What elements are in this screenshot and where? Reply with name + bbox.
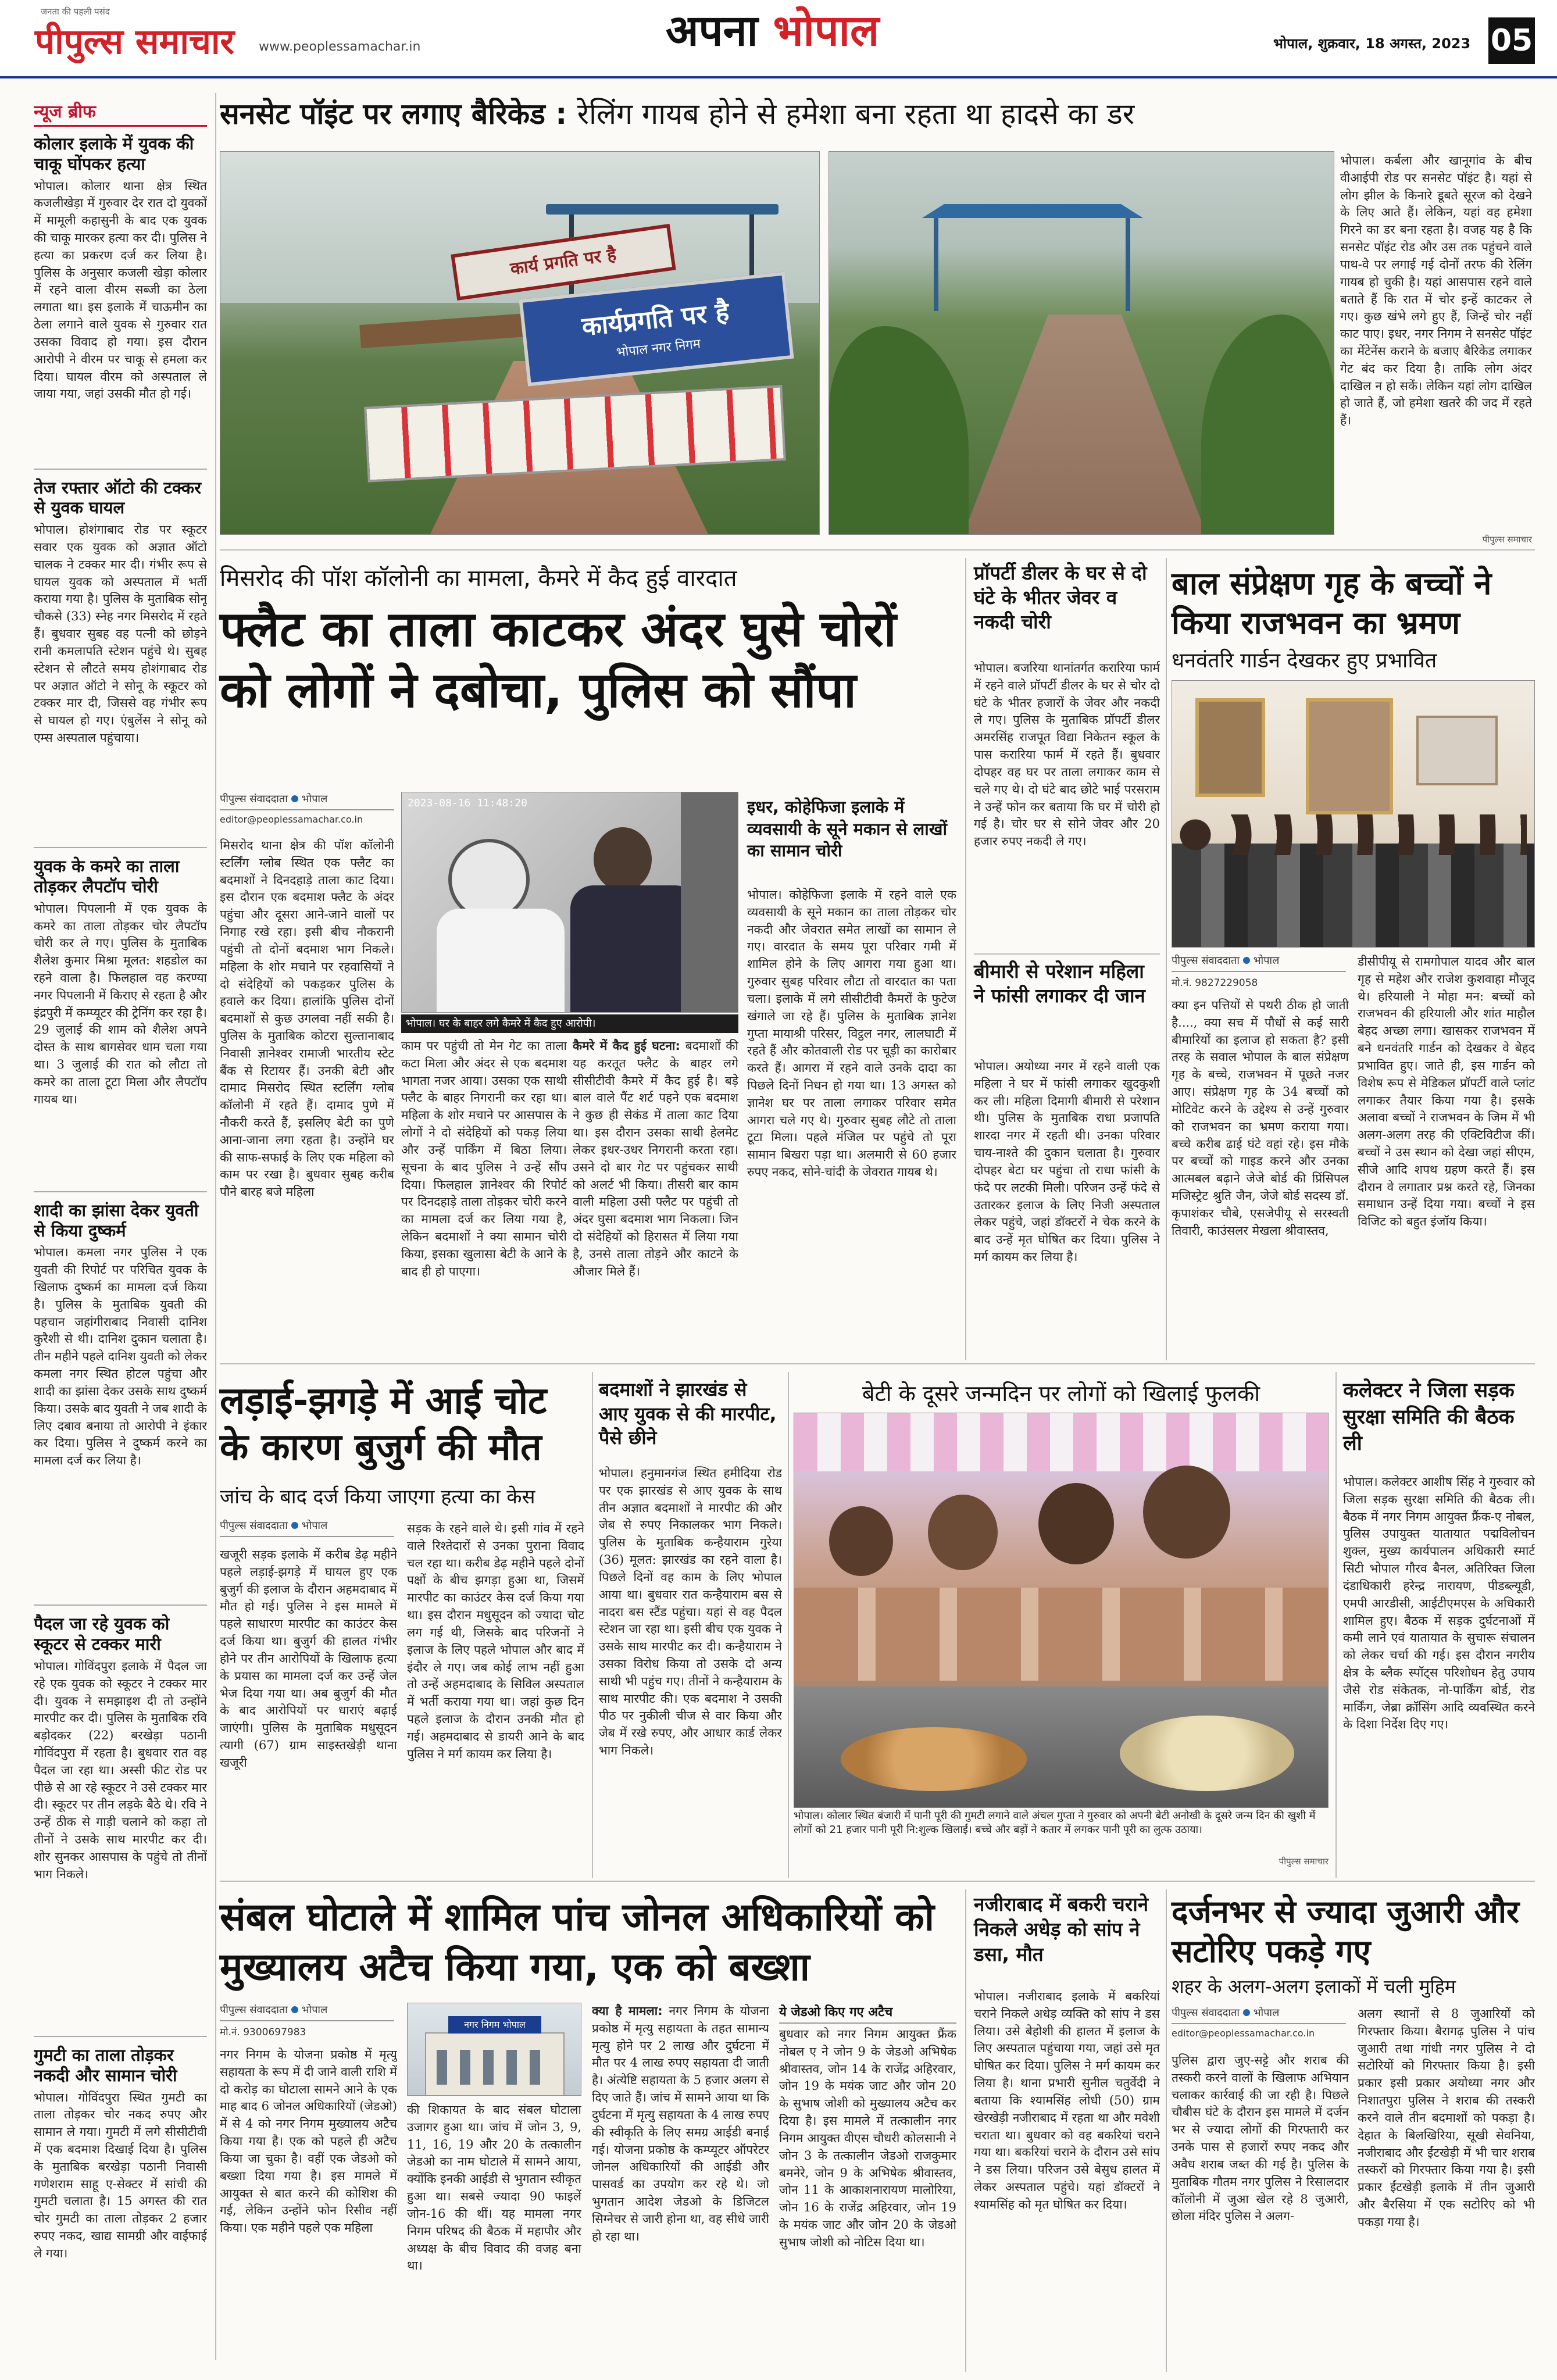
brief-headline: कोलार इलाके में युवक की चाकू घोंपकर हत्या bbox=[34, 134, 194, 174]
byline bbox=[1172, 953, 1346, 972]
property-headline: प्रॉपर्टी डीलर के घर से दो घंटे के भीतर जेवर व नकदी चोरी bbox=[974, 562, 1147, 634]
byline-city: भोपाल bbox=[1253, 955, 1280, 967]
byline-name: पीपुल्स संवाददाता bbox=[220, 793, 288, 805]
fight-headline: लड़ाई-झगड़े में आई चोट के कारण बुजुर्ग की मौत bbox=[220, 1380, 547, 1469]
top-story-body: भोपाल। कर्बला और खानूगांव के बीच वीआईपी रोड पर सनसेट पॉइंट है। यहां से लोग झील के किनारे डूबते सूरज को देखने के लिए आते हैं। लेकिन, यहां वह हमेशा गिरने का डर बना रहता है। वजह यह है कि सनसेट पॉइंट रोड और उस तक पहुंचने वाले पाथ-वे पर लगाई गई दोनों तरफ की रेलिंग गायब हो चुकी है। यहां आसपास रहने वाले बताते हैं कि रात में चोर इन्हें काटकर ले गए। कुछ खंभे लगे हुए हैं, जिन्हें चोर नहीं काट पाए। इधर, नगर निगम ने सनसेट पॉइंट का मेंटेनेंस कराने के बजाए बैरिकेड लगाकर गेट बंद कर दिया है। ताकि लोग अंदर दाखिल न हो सकें। लेकिन यहां लोग दाखिल हो जाते हैं, जो हमेशा खतरे की जद में रहते हैं। bbox=[1340, 153, 1532, 428]
birthday-headline: बेटी के दूसरे जन्मदिन पर लोगों को खिलाई फुलकी bbox=[862, 1381, 1260, 1406]
brief-item bbox=[34, 1191, 207, 1605]
kohefiza-body: भोपाल। कोहेफिजा इलाके में रहने वाले एक व्यवसायी के सूने मकान का ताला तोड़कर चोर नकदी और जेवरात समेत लाखों का सामान ले गए। वारदात के समय पूरा परिवार गमी में शामिल होने के लिए आगरा गया हुआ था। गुरुवार सुबह परिवार लौटा तो वारदात का पता चला। इलाके में लगे सीसीटीवी कैमरों के फुटेज खंगाले जा रहे हैं। पुलिस के मुताबिक ज्ञानेश गुप्ता मायाश्री परिसर, विट्ठल नगर, लालघाटी में रहते हैं और कोतवाली रोड पर चूड़ी का कारोबार करते हैं। आगरा में रहने वाले उनके दादा का पिछले दिनों निधन हो गया था। 13 अगस्त को ज्ञानेश घर पर ताला लगाकर परिवार समेत आगरा चले गए थे। गुरुवार सुबह लौटे तो ताला टूटा मिला। पहले मंजिल पर पहुंचे तो पूरा सामान बिखरा पड़ा था। अलमारी से 60 हजार रुपए नकद, सोने-चांदी के जेवरात गायब थे। bbox=[747, 888, 956, 1179]
column-divider bbox=[788, 1372, 789, 1878]
story-divider bbox=[974, 953, 1160, 955]
byline-mobile: मो.नं. 9827229058 bbox=[1172, 977, 1258, 989]
jharkhand-body: भोपाल। हनुमानगंज स्थित हमीदिया रोड पर एक झारखंड से आए युवक के साथ तीन अज्ञात बदमाशों ने मारपीट की और जेब से रुपए निकालकर भाग निकले। पुलिस के मुताबिक कन्हैयाराम गुरेया (36) मूलत: झारखंड का रहने वाला है। पिछले दिनों वह काम के लिए भोपाल आया था। बुधवार रात कन्हैयाराम बस से नादरा बस स्टैंड पहुंचा। यहां से वह पैदल स्टेशन जा रहा था। इसी बीच एक युवक ने उसके साथ मारपीट कर दी। कन्हैयाराम ने उसका विरोध किया तो उसके दो अन्य साथी भी पहुंच गए। तीनों ने कन्हैयाराम के साथ मारपीट की। एक बदमाश ने उसकी पीठ पर नुकीली चीज से वार किया और जेब में रखे रुपए, और आधार कार्ड लेकर भाग निकले। bbox=[599, 1466, 782, 1757]
jharkhand-headline: बदमाशों ने झारखंड से आए युवक से की मारपीट, पैसे छीने bbox=[599, 1378, 777, 1449]
birthday-photo bbox=[794, 1413, 1329, 1808]
rajbhavan-subhead: धनवंतरि गार्डन देखकर हुए प्रभावित bbox=[1172, 649, 1437, 673]
column-divider bbox=[215, 93, 216, 2360]
byline-dot-icon bbox=[1243, 2009, 1250, 2016]
top-story-headline-lead: सनसेट पॉइंट पर लगाए बैरिकेड : bbox=[220, 98, 567, 130]
scam-col3 bbox=[592, 2003, 769, 2372]
byline-dot-icon bbox=[1243, 957, 1250, 964]
byline bbox=[220, 2003, 394, 2021]
rajbhavan-col1: क्या इन पत्तियों से पथरी ठीक हो जाती है...., क्या सच में पौधों से कई सारी बीमारियों का इलाज हो सकता है? इसी तरह के सवाल भोपाल के बाल संप्रेक्षण गृह के बच्चे, राजभवन में पूछते नजर आए। संप्रेक्षण गृह के 34 बच्चों को मोटिवेट करने के उद्देश्य से उन्हें गुरुवार को राजभवन का भ्रमण कराया गया। बच्चे करीब ढाई घंटे वहां रहे। इस मौके पर बच्चों को गाइड करने और उनका आत्मबल बढ़ाने जेजे बोर्ड की प्रिंसिपल मजिस्ट्रेट श्रुति जैन, जेजे बोर्ड सदस्य डॉ. कृपाशंकर चौबे, एसजेपीयू से सरस्वती तिवारी, काउंसलर मेखला श्रीवास्तव, bbox=[1172, 998, 1349, 1238]
snake-headline: नजीराबाद में बकरी चराने निकले अधेड़ को सांप ने डसा, मौत bbox=[974, 1893, 1149, 1966]
kohefiza-headline: इधर, कोहेफिजा इलाके में व्यवसायी के सूने मकान से लाखों का सामान चोरी bbox=[747, 797, 947, 861]
barricade-sign-top: कार्य प्रगति पर है bbox=[451, 224, 676, 301]
brief-body: भोपाल। कमला नगर पुलिस ने एक युवती की रिपोर्ट पर परिचित युवक के खिलाफ दुष्कर्म का मामला दर्ज किया है। पुलिस के मुताबिक युवती की पहचान जहांगीराबाद निवासी दानिश कुरैशी से थी। दानिश दुकान चलाता है। तीन महीने पहले दानिश युवती को लेकर कमला नगर स्थित होटल पहुंचा और शादी का झांसा देकर उसके साथ दुष्कर्म किया। उसके बाद युवती ने जब शादी के लिए दबाव बनाया तो आरोपी ने इंकार कर दिया। पुलिस ने दुष्कर्म करने का मामला दर्ज कर लिया है। bbox=[34, 1245, 207, 1468]
brief-body: भोपाल। गोविंदपुरा स्थित गुमटी का ताला तोड़कर चोर नकद रुपए और सामान ले गया। गुमटी में लगे सीसीटीवी में एक बदमाश दिखाई दिया है। पुलिस के मुताबिक बरखेड़ा पठानी निवासी गणेशराम साहू ए-सेक्टर में सांची की गुमटी चलाता है। 15 अगस्त की रात चोर गुमटी का ताला तोड़कर 2 हजार रुपए नकद, खाद्य सामग्री और वाईफाई ले गया। bbox=[34, 2090, 207, 2260]
theft-byline bbox=[220, 792, 394, 825]
brief-headline: युवक के कमरे का ताला तोड़कर लैपटॉप चोरी bbox=[34, 856, 180, 896]
section-title-part1: अपना bbox=[666, 6, 773, 56]
top-story-headline-rest: रेलिंग गायब होने से हमेशा बना रहता था हादसे का डर bbox=[577, 98, 1135, 130]
brief-headline: तेज रफ्तार ऑटो की टक्कर से युवक घायल bbox=[34, 477, 201, 518]
fight-subhead: जांच के बाद दर्ज किया जाएगा हत्या का केस bbox=[220, 1485, 535, 1509]
scam-col1: नगर निगम के योजना प्रकोष्ठ में मृत्यु सहायता के रूप में दी जाने वाली राशि में दो करोड़ का घोटाला सामने आने के एक माह बाद 6 जोनल अधिकारियों (जेडओ) में से 4 को नगर निगम मुख्यालय अटैच किया गया है। एक को पहले ही अटैच किया जा चुका है। वहीं एक जेडओ को बख्शा दिया गया है। इस मामले में आयुक्त से बात करने की कोशिश की गई, लेकिन उन्होंने फोन रिसीव नहीं किया। एक महीने पहले एक महिला bbox=[220, 2047, 397, 2235]
section-divider bbox=[220, 549, 1535, 551]
brief-item bbox=[34, 2036, 207, 2322]
byline-mobile: मो.नं. 9300697983 bbox=[220, 2027, 306, 2038]
news-brief-label: न्यूज ब्रीफ bbox=[34, 99, 207, 127]
column-divider bbox=[1166, 558, 1167, 1360]
illness-body: भोपाल। अयोध्या नगर में रहने वाली एक महिला ने घर में फांसी लगाकर खुदकुशी कर ली। महिला दिमागी बीमारी से परेशान थी। पुलिस के मुताबिक राधा प्रजापति शारदा नगर में रहती थी। उनका परिवार चाय-नाश्ते की दुकान चलाता है। गुरुवार दोपहर बेटा घर पहुंचा तो राधा फांसी के फंदे पर लटकी मिली। परिजन उन्हें फंदे से उतारकर इलाज के लिए निजी अस्पताल लेकर पहुंचे, जहां डॉक्टरों ने चेक करने के बाद उन्हें मृत घोषित कर दिया। पुलिस ने मर्ग कायम कर लिया है। bbox=[974, 1059, 1160, 1264]
barricade-sign-main-text: कार्यप्रगति पर है bbox=[580, 296, 731, 342]
theft-headline: फ्लैट का ताला काटकर अंदर घुसे चोरों को लोगों ने दबोचा, पुलिस को सौंपा bbox=[220, 601, 897, 719]
brief-item bbox=[34, 1604, 207, 2036]
byline-city: भोपाल bbox=[1253, 2007, 1280, 2019]
scam-building-photo bbox=[407, 2003, 581, 2096]
fight-col2: सड़क के रहने वाले थे। इसी गांव में रहने वाले रिश्तेदारों से उनका पुराना विवाद चल रहा था। करीब डेढ़ महीने पहले दोनों पक्षों के बीच झगड़ा हुआ था, जिसमें मारपीट का काउंटर केस दर्ज किया गया था। इस दौरान मधुसूदन को ज्यादा चोट लग गई थी, जिसके बाद परिजनों ने इलाज के लिए पहले भोपाल और बाद में इंदौर ले गए। जब कोई लाभ नहीं हुआ तो उन्हें अहमदाबाद के सिविल अस्पताल में भर्ती कराया गया था। जहां कुछ दिन पहले इलाज के दौरान उनकी मौत हो गई। अहमदाबाद से डायरी आने के बाद पुलिस ने मर्ग कायम कर लिया है। bbox=[407, 1521, 584, 1761]
theft-kicker: मिसरोद की पॉश कॉलोनी का मामला, कैमरे में कैद हुई वारदात bbox=[220, 565, 737, 592]
masthead-logo: पीपुल्स समाचार bbox=[35, 22, 235, 62]
byline-city: भोपाल bbox=[301, 793, 328, 805]
theft-col3-text: बदमाशों की यह करतूत फ्लैट के बाहर लगे सीसीटीवी कैमरे में कैद हुई है। बड़े बाल वाले पैंट शर्ट पहने एक बदमाश ने कुछ ही सेकंड में ताला काट दिया था। इस दौरान उसका साथी हेलमेट लेकर इधर-उधर निगरानी करता रहा। उसने दो बार गेट पर पहुंचकर साथी को अलर्ट भी किया। तीसरी बार काम वाली महिला उसी फ्लैट पर पहुंची तो अंदर घुसा बदमाश भाग निकला। जिन दो संदेहियों को हिरासत में लिया गया है, उनसे ताला तोड़ने और काटने के औजार मिले हैं। bbox=[573, 1039, 738, 1278]
byline-name: पीपुल्स संवाददाता bbox=[1172, 955, 1240, 967]
scam-col2: की शिकायत के बाद संबल घोटाला उजागर हुआ था। जांच में जोन 3, 9, 11, 16, 19 और 20 के तत्कालीन जेडओ का नाम घोटाले में सामने आया, क्योंकि इनकी आईडी से भुगतान स्वीकृत हुआ था। सबसे ज्यादा 90 फाइलें जोन-16 की थीं। यह मामला नगर निगम परिषद की बैठक में महापौर और अध्यक्ष के बीच विवाद की वजह बना था। bbox=[407, 2103, 581, 2273]
theft-cctv-photo bbox=[401, 792, 738, 1013]
cctv-timestamp: 2023-08-16 11:48:20 bbox=[408, 797, 527, 809]
masthead bbox=[0, 0, 1557, 78]
gambling-headline: दर्जनभर से ज्यादा जुआरी और सटोरिए पकड़े गए bbox=[1172, 1893, 1519, 1970]
property-body: भोपाल। बजरिया थानांतर्गत करारिया फार्म में रहने वाले प्रॉपर्टी डीलर के घर से चोर दो घंटे के भीतर हजारों के जेवर और नकदी ले गए। पुलिस के मुताबिक प्रॉपर्टी डीलर अमरसिंह राजपूत विद्या निकेतन स्कूल के पास करारिया फार्म में रहते हैं। बुधवार दोपहर वह घर पर ताला लगाकर काम से चले गए थे। दो घंटे बाद छोटे भाई परसराम ने उन्हें फोन कर बताया कि घर में चोरी हो गई है। चोर घर से सोने जेवर और 20 हजार रुपए नकदी ले गए। bbox=[974, 661, 1160, 849]
gambling-subhead: शहर के अलग-अलग इलाकों में चली मुहिम bbox=[1172, 1975, 1456, 1997]
top-story-headline bbox=[220, 98, 1534, 130]
masthead-website[interactable]: www.peoplessamachar.in bbox=[259, 40, 421, 54]
fight-byline bbox=[220, 1518, 394, 1541]
byline bbox=[220, 1518, 394, 1537]
byline-email[interactable]: editor@peoplessamachar.co.in bbox=[220, 814, 363, 825]
dateline: भोपाल, शुक्रवार, 18 अगस्त, 2023 bbox=[1273, 35, 1471, 52]
sunset-gazebo-photo bbox=[829, 151, 1334, 535]
theft-col2: काम पर पहुंची तो मेन गेट का ताला कटा मिला और अंदर से एक बदमाश भागता नजर आया। उसका एक साथी फ्लैट के बाहर निगरानी कर रहा था। महिला के शोर मचाने पर आसपास के लोगों ने दो संदेहियों को पकड़ लिया और उन्हें पार्किंग में बिठा लिया। सूचना के बाद पुलिस ने उन्हें सौंप दिया। फिलहाल ज्ञानेश्वर की रिपोर्ट पर दिनदहाड़े ताला तोड़कर चोरी करने का मामला दर्ज कर लिया गया है, लेकिन बदमाशों ने क्या सामान चोरी किया, इसका खुलासा बेटी के आने के बाद ही हो पाएगा। bbox=[401, 1039, 567, 1278]
masthead-tagline: जनता की पहली पसंद bbox=[41, 6, 110, 17]
byline-email[interactable]: editor@peoplessamachar.co.in bbox=[1172, 2028, 1315, 2039]
brief-item bbox=[34, 134, 207, 469]
section-title bbox=[666, 6, 880, 56]
snake-body: भोपाल। नजीराबाद इलाके में बकरियां चराने निकले अधेड़ व्यक्ति को सांप ने डस लिया। उसे बेहोशी की हालत में इलाज के लिए अस्पताल पहुंचाया गया, जहां उसे मृत घोषित कर दिया। पुलिस ने मर्ग कायम कर लिया है। थाना प्रभारी सुनील चतुर्वेदी ने बताया कि श्यामसिंह लोधी (50) ग्राम खेरखेड़ी नजीराबाद में रहता था और मवेशी चराता था। बुधवार को वह बकरियां चराने गया था। बकरियां चराने के दौरान उसे सांप ने डस लिया। परिजन उसे बेसुध हालत में लेकर अस्पताल पहुंचे। यहां डॉक्टरों ने श्यामसिंह को मृत घोषित कर दिया। bbox=[974, 1989, 1160, 2211]
brief-headline: गुमटी का ताला तोड़कर नकदी और सामान चोरी bbox=[34, 2045, 177, 2085]
brief-body: भोपाल। कोलार थाना क्षेत्र स्थित कजलीखेड़ा में गुरुवार देर रात दो युवकों में मामूली कहासुनी के बाद एक युवक की चाकू मारकर हत्या कर दी। पुलिस ने हत्या का प्रकरण दर्ज कर लिया है। पुलिस के अनुसार कजली खेड़ा कोलार में रहने वाला वीरम सब्जी का ठेला लगाता था। इस इलाके में चाऊमीन का ठेला लगाने वाले युवक से गुरुवार रात उसका विवाद हो गया। इस दौरान आरोपी ने वीरम पर चाकू से हमला कर दिया। घायल वीरम को अस्पताल ले जाया गया, जहां उसकी मौत हो गई। bbox=[34, 178, 207, 401]
top-story-credit: पीपुल्स समाचार bbox=[1482, 534, 1532, 545]
page-number: 05 bbox=[1488, 17, 1535, 64]
scam-byline bbox=[220, 2003, 394, 2038]
section-title-part2: भोपाल bbox=[773, 6, 880, 56]
scam-building-sign: नगर निगम भोपाल bbox=[448, 2016, 541, 2034]
byline bbox=[1172, 2006, 1346, 2024]
scam-col3-head: क्या है मामला: bbox=[592, 2004, 663, 2018]
scam-col3-text: नगर निगम के योजना प्रकोष्ठ में मृत्यु सहायता के तहत सामान्य मृत्यु होने पर 2 लाख और दुर्घटना में मौत पर 4 लाख रुपए सहायता दी जाती है। अंत्येष्टि सहायता के 5 हजार अलग से दिए जाते हैं। जांच में सामने आया था कि दुर्घटना में मृत्यु सहायता के 4 लाख रुपए की स्वीकृति के लिए समग्र आईडी बनाई गई। योजना प्रकोष्ठ के कम्प्यूटर ऑपरेटर जोनल अधिकारियों की आईडी और पासवर्ड का उपयोग कर रहे थे। जो भुगतान आदेश जेडओ के डिजिटल सिग्नेचर से जारी होना था, वह सीधे जारी हो रहा था। bbox=[592, 2004, 769, 2243]
brief-item bbox=[34, 847, 207, 1191]
collector-body: भोपाल। कलेक्टर आशीष सिंह ने गुरुवार को जिला सड़क सुरक्षा समिति की बैठक ली। बैठक में नगर निगम आयुक्त फ्रैंक-ए नोबल, पुलिस उपायुक्त यातायात पद्मविलोचन शुक्ल, मुख्य कार्यपालन अधिकारी स्मार्ट सिटी भोपाल गौरव बैनल, अतिरिक्त जिला दंडाधिकारी हरेन्द्र नारायण, पीडब्ल्यूडी, एमपी आरडीसी, आईटीएमएस के अधिकारी शामिल हुए। बैठक में सड़क दुर्घटनाओं में कमी लाने एवं यातायात के सुचारू संचालन को लेकर चर्चा की गई। इस दौरान नगरीय क्षेत्र के ब्लैक स्पॉट्स परिशोधन हेतु उपाय जैसे रोड संकेतक, नो-पार्किंग बोर्ड, रोड मार्किंग, जेब्रा क्रॉसिंग आदि व्यवस्थित करने के दिशा निर्देश दिए गए। bbox=[1343, 1475, 1535, 1732]
collector-headline: कलेक्टर ने जिला सड़क सुरक्षा समिति की बैठक ली bbox=[1343, 1379, 1515, 1455]
byline-dot-icon bbox=[291, 795, 298, 802]
barricade-sign-sub: भोपाल नगर निगम bbox=[615, 337, 702, 360]
rajbhavan-col2: डीसीपीयू से रामगोपाल यादव और बाल गृह से महेश और राजेश कुशवाहा मौजूद थे। हरियाली ने मोहा मन: बच्चों को राजभवन की हरियाली और शांत माहौल बेहद अच्छा लगा। खासकर राजभवन में बने धनवंतरि गार्डन को देखकर वे बेहद प्रभावित हुए। जाते ही, इस गार्डन को विशेष रूप से मेडिकल प्रॉपर्टी वाले प्लांट लगाकर तैयार किया गया है। इसके अलावा बच्चों ने राजभवन के जिम में भी अलग-अलग तरह की एक्टिविटीज कीं। बच्चों ने उस स्थान को देखा जहां सीएम, सीजे आदि शपथ ग्रहण करते हैं। इस दौरान वे लगातार प्रश्न करते रहे, जिनका समाधान उन्हें दिया गया। बच्चों ने इस विजिट को बहुत इंजॉय किया। bbox=[1358, 955, 1535, 1229]
column-divider bbox=[592, 1372, 593, 1878]
brief-body: भोपाल। गोविंदपुरा इलाके में पैदल जा रहे एक युवक को स्कूटर ने टक्कर मार दी। युवक ने समझाइश दी तो उन्होंने मारपीट कर दी। पुलिस के मुताबिक रवि बड़ोदकर (22) बरखेड़ा पठानी गोविंदपुरा में रहता है। बुधवार रात वह पैदल जा रहा था। अस्सी फीट रोड पर पीछे से आ रहे स्कूटर ने उसे टक्कर मार दी। स्कूटर पर तीन लड़के बैठे थे। रवि ने उन्हें ठीक से गाड़ी चलाने को कहा तो तीनों ने उसके साथ मारपीट कर दी। शोर सुनकर आसपास के पहुंचे तो तीनों भाग निकले। bbox=[34, 1659, 207, 1881]
column-divider bbox=[1335, 1372, 1337, 1878]
byline-dot-icon bbox=[291, 1522, 298, 1529]
brief-body: भोपाल। पिपलानी में एक युवक के कमरे का ताला तोड़कर चोर लैपटॉप चोरी कर ले गए। पुलिस के मुताबिक शैलेश कुमार मिश्रा मूलत: शहडोल का रहने वाला है। फिलहाल वह करण्या नगर पिपलानी में किराए से रहता है और इंद्रपुरी में कम्प्यूटर की ट्रेनिंग कर रहा है। 29 जुलाई की शाम को शैलेश अपने दोस्त के साथ बागसेवर धाम चला गया था। 3 जुलाई की रात को लौटा तो कमरे का ताला टूटा मिला और लैपटॉप गायब था। bbox=[34, 901, 207, 1106]
byline-city: भोपाल bbox=[301, 1520, 328, 1532]
section-divider bbox=[220, 1363, 1535, 1364]
byline-name: पीपुल्स संवाददाता bbox=[220, 1520, 288, 1532]
byline-city: भोपाल bbox=[301, 2004, 328, 2016]
birthday-credit: पीपुल्स समाचार bbox=[1279, 1856, 1329, 1867]
birthday-caption: भोपाल। कोलार स्थित बंजारी में पानी पूरी की गुमटी लगाने वाले अंचल गुप्ता ने गुरुवार को अपनी बेटी अनोखी के दूसरे जन्म दिन की खुशी में लोगों को 21 हजार पानी पूरी नि:शुल्क खिलाईं। बच्चे और बड़ों ने कतार में लगकर पानी पूरी का लुत्फ उठाया। bbox=[794, 1810, 1316, 1836]
column-divider bbox=[965, 1889, 966, 2372]
rajbhavan-photo bbox=[1172, 680, 1535, 948]
news-brief-column bbox=[34, 99, 207, 2366]
section-divider bbox=[220, 1881, 1535, 1882]
brief-body: भोपाल। होशंगाबाद रोड पर स्कूटर सवार एक युवक को अज्ञात ऑटो चालक ने टक्कर मार दी। गंभीर रूप से घायल युवक को अस्पताल में भर्ती कराया गया है। पुलिस के मुताबिक सोनू चौकसे (33) स्नेह नगर मिसरोद में रहते हैं। बुधवार सुबह वह पत्नी को छोड़ने रानी कमलापति स्टेशन पहुंचे थे। सुबह स्टेशन से लौटते समय होशंगाबाद रोड पर अज्ञात ऑटो ने सोनू के स्कूटर को टक्कर मार दी, जिससे वह गंभीर रूप से घायल हो गए। एंबुलेंस ने सोनू को एम्स अस्पताल पहुंचाया। bbox=[34, 523, 207, 745]
theft-col1: मिसरोद थाना क्षेत्र की पॉश कॉलोनी स्टर्लिंग ग्लोब स्थित एक फ्लैट का बदमाशों ने दिनदहाड़े ताला काट दिया। इस दौरान एक बदमाश फ्लैट के अंदर पहुंचा और दूसरा आने-जाने वालों पर निगाह रखे रहा। इसी बीच नौकरानी पहुंची तो दोनों बदमाश भाग निकले। महिला के शोर मचाने पर रहवासियों ने दो संदेहियों को पकड़कर पुलिस के हवाले कर दिया। हालांकि पुलिस दोनों बदमाशों से कुछ उगलवा नहीं सकी है। पुलिस के मुताबिक कोटरा सुल्तानाबाद निवासी ज्ञानेश्वर रामाजी भारतीय स्टेट बैंक से रिटायर हैं। उनकी बेटी और दामाद मिसरोद स्थित स्टर्लिंग ग्लोब कॉलोनी में रहते हैं। दामाद पुणे में नौकरी करते हैं, इसलिए बेटी का पुणे आना-जाना लगा रहता है। उन्होंने घर की साफ-सफाई के लिए एक महिला को काम पर रखा है। बुधवार सुबह करीब पौने बारह बजे महिला bbox=[220, 838, 394, 1199]
rajbhavan-headline: बाल संप्रेक्षण गृह के बच्चों ने किया राजभवन का भ्रमण bbox=[1172, 565, 1492, 641]
column-divider bbox=[1166, 1889, 1167, 2372]
byline-name: पीपुल्स संवाददाता bbox=[220, 2004, 288, 2016]
theft-photo-caption: भोपाल। घर के बाहर लगे कैमरे में कैद हुए आरोपी। bbox=[401, 1014, 738, 1033]
column-divider bbox=[965, 558, 966, 1360]
scam-col4-head: ये जेडओ किए गए अटैच bbox=[779, 2003, 956, 2024]
brief-item bbox=[34, 469, 207, 848]
brief-headline: पैदल जा रहे युवक को स्कूटर से टक्कर मारी bbox=[34, 1614, 170, 1654]
gambling-col1: पुलिस द्वारा जुए-सट्टे और शराब की तस्करी करने वालों के खिलाफ अभियान चलाकर कार्रवाई की जा रही है। पिछले चौबीस घंटे के दौरान इस मामले में दर्जन भर से ज्यादा लोगों की गिरफ्तारी कर उनके पास से हजारों रुपए नकद और अवैध शराब जब्त की गई है। पुलिस के मुताबिक गौतम नगर पुलिस ने रिसालदार कॉलोनी में जुआ खेल रहे 8 जुआरी, छोला मंदिर पुलिस ने अलग- bbox=[1172, 2053, 1349, 2224]
scam-col4: बुधवार को नगर निगम आयुक्त फ्रैंक नोबल ए ने जोन 9 के जेडओ अभिषेक श्रीवास्तव, जोन 14 के राजेंद्र अहिरवार, जोन 19 के मयंक जाट और जोन 20 के सुभाष जोशी को मुख्यालय अटैच कर दिया है। इस मामले में तत्कालीन नगर निगम आयुक्त वीएस चौधरी कोलसानी ने जोन 3 के तत्कालीन जेडओ राजकुमार बमनेरे, जोन 9 के अभिषेक श्रीवास्तव, जोन 11 के आकाशनारायण मालोरिया, जोन 16 के राजेंद्र अहिरवार, जोन 19 के मयंक जाट और जोन 20 के जेडओ सुभाष जोशी को नोटिस दिया था। bbox=[779, 2027, 956, 2249]
theft-col3-head: कैमरे में कैद हुई घटना: bbox=[573, 1039, 680, 1053]
byline-dot-icon bbox=[291, 2006, 298, 2013]
byline-name: पीपुल्स संवाददाता bbox=[1172, 2007, 1240, 2019]
sunset-barricade-photo bbox=[220, 151, 820, 535]
gambling-byline bbox=[1172, 2006, 1346, 2039]
byline bbox=[220, 792, 394, 810]
scam-headline: संबल घोटाले में शामिल पांच जोनल अधिकारियों को मुख्यालय अटैच किया गया, एक को बख्शा bbox=[220, 1895, 934, 1989]
fight-col1: खजूरी सड़क इलाके में करीब डेढ़ महीने पहले लड़ाई-झगड़े में घायल हुए एक बुजुर्ग की इलाज के दौरान अहमदाबाद में मौत हो गई। पुलिस ने इस मामले में पहले साधारण मारपीट का काउंटर केस दर्ज किया था। बुजुर्ग की हालत गंभीर होने पर तीन आरोपियों के खिलाफ हत्या के प्रयास का मामला दर्ज कर उन्हें जेल भेज दिया गया था। अब बुजुर्ग की मौत के बाद आरोपियों पर धाराएं बढ़ाई जाएंगी। पुलिस के मुताबिक मधुसूदन त्यागी (67) ग्राम साइस्तखेड़ी थाना खजूरी bbox=[220, 1548, 397, 1770]
brief-headline: शादी का झांसा देकर युवती से किया दुष्कर्म bbox=[34, 1200, 199, 1241]
gambling-col2: अलग स्थानों से 8 जुआरियों को गिरफ्तार किया। बैरागढ़ पुलिस ने पांच जुआरी तथा गांधी नगर पुलिस ने दो सटोरियों को गिरफ्तार किया है। इसी प्रकार इसी प्रकार अयोध्या नगर और निशातपुरा पुलिस ने शराब की तस्करी करने वाले तीन बदमाशों को पकड़ा है। देहात के बिलखिरिया, सूखी सेवनिया, नजीराबाद और ईंटखेड़ी में भी चार शराब तस्करों को गिरफ्तार किया गया है। इसी प्रकार ईंटखेड़ी इलाके में तीन जुआरी और बैरसिया में एक सटोरिए को भी पकड़ा गया है। bbox=[1358, 2007, 1535, 2229]
rajbhavan-byline bbox=[1172, 953, 1346, 989]
illness-headline: बीमारी से परेशान महिला ने फांसी लगाकर दी जान bbox=[974, 960, 1145, 1007]
